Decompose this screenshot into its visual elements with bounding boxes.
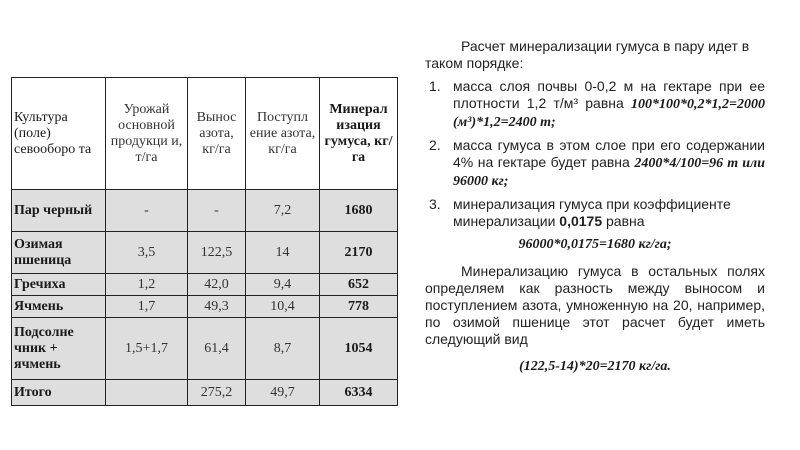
step-text: минерализация гумуса при коэффициенте минерализации	[453, 196, 731, 229]
table-row-total	[12, 380, 398, 406]
step-formula: 2400*4/100=96 т или 96000 кг;	[453, 156, 766, 189]
header-culture: Культура (поле) севооборо та	[12, 78, 106, 190]
step-formula: 100*100*0,2*1,2=2000 (м³)*1,2=2400 т;	[453, 97, 766, 130]
row-mineral: 2170	[320, 232, 398, 274]
coefficient-value: 0,0175	[559, 213, 603, 229]
row-yield: 1,2	[106, 274, 188, 296]
list-item	[425, 196, 765, 230]
row-mineral: 1054	[320, 318, 398, 380]
row-name: Подсолне чник + ячмень	[12, 318, 106, 380]
header-removal: Вынос азота, кг/га	[188, 78, 246, 190]
intro-paragraph: Расчет минерализации гумуса в пару идет в таком порядке:	[425, 38, 750, 71]
row-name: Итого	[12, 380, 106, 406]
row-input: 10,4	[246, 296, 320, 318]
step-number: 3.	[429, 196, 441, 212]
table-row	[12, 274, 398, 296]
final-formula: (122,5-14)*20=2170 кг/га.	[519, 359, 671, 374]
second-paragraph: Минерализацию гумуса в остальных полях определяем как разность между выносом и поступлением азота, умноженную на 20, например, по озимой пшенице этот расчет будет иметь следующий вид	[425, 263, 765, 347]
step-text: масса гумуса в этом слое при его содержании 4% на гектаре будет равна	[453, 137, 765, 170]
row-input: 49,7	[246, 380, 320, 406]
formula-line: 96000*0,0175=1680 кг/га;	[518, 237, 672, 252]
table-row	[12, 232, 398, 274]
row-yield	[106, 380, 188, 406]
list-item	[425, 137, 765, 190]
row-yield: 3,5	[106, 232, 188, 274]
row-removal: 42,0	[188, 274, 246, 296]
step-number: 1.	[429, 78, 441, 94]
step-number: 2.	[429, 137, 441, 153]
row-yield: 1,5+1,7	[106, 318, 188, 380]
row-input: 8,7	[246, 318, 320, 380]
table-header-row	[12, 78, 398, 190]
step-text-after: равна	[606, 213, 645, 229]
row-name: Гречиха	[12, 274, 106, 296]
row-name: Ячмень	[12, 296, 106, 318]
row-removal: 61,4	[188, 318, 246, 380]
table-row	[12, 296, 398, 318]
table-row	[12, 190, 398, 232]
table-row	[12, 318, 398, 380]
row-removal: 122,5	[188, 232, 246, 274]
row-removal: -	[188, 190, 246, 232]
list-item	[425, 78, 765, 131]
row-mineral: 778	[320, 296, 398, 318]
row-yield: 1,7	[106, 296, 188, 318]
header-yield: Урожай основной продукци и, т/га	[106, 78, 188, 190]
header-input: Поступл ение азота, кг/га	[246, 78, 320, 190]
crop-table	[11, 77, 398, 406]
row-mineral: 6334	[320, 380, 398, 406]
row-yield: -	[106, 190, 188, 232]
row-mineral: 652	[320, 274, 398, 296]
steps-list	[425, 78, 765, 230]
header-mineralization: Минерал изация гумуса, кг/га	[320, 78, 398, 190]
calculation-text	[425, 38, 765, 375]
row-removal: 49,3	[188, 296, 246, 318]
row-name: Пар черный	[12, 190, 106, 232]
row-mineral: 1680	[320, 190, 398, 232]
row-input: 7,2	[246, 190, 320, 232]
row-input: 9,4	[246, 274, 320, 296]
row-removal: 275,2	[188, 380, 246, 406]
step-text: масса слоя почвы 0-0,2 м на гектаре при ее плотности 1,2 т/м³ равна	[453, 78, 765, 111]
row-input: 14	[246, 232, 320, 274]
row-name: Озимая пшеница	[12, 232, 106, 274]
